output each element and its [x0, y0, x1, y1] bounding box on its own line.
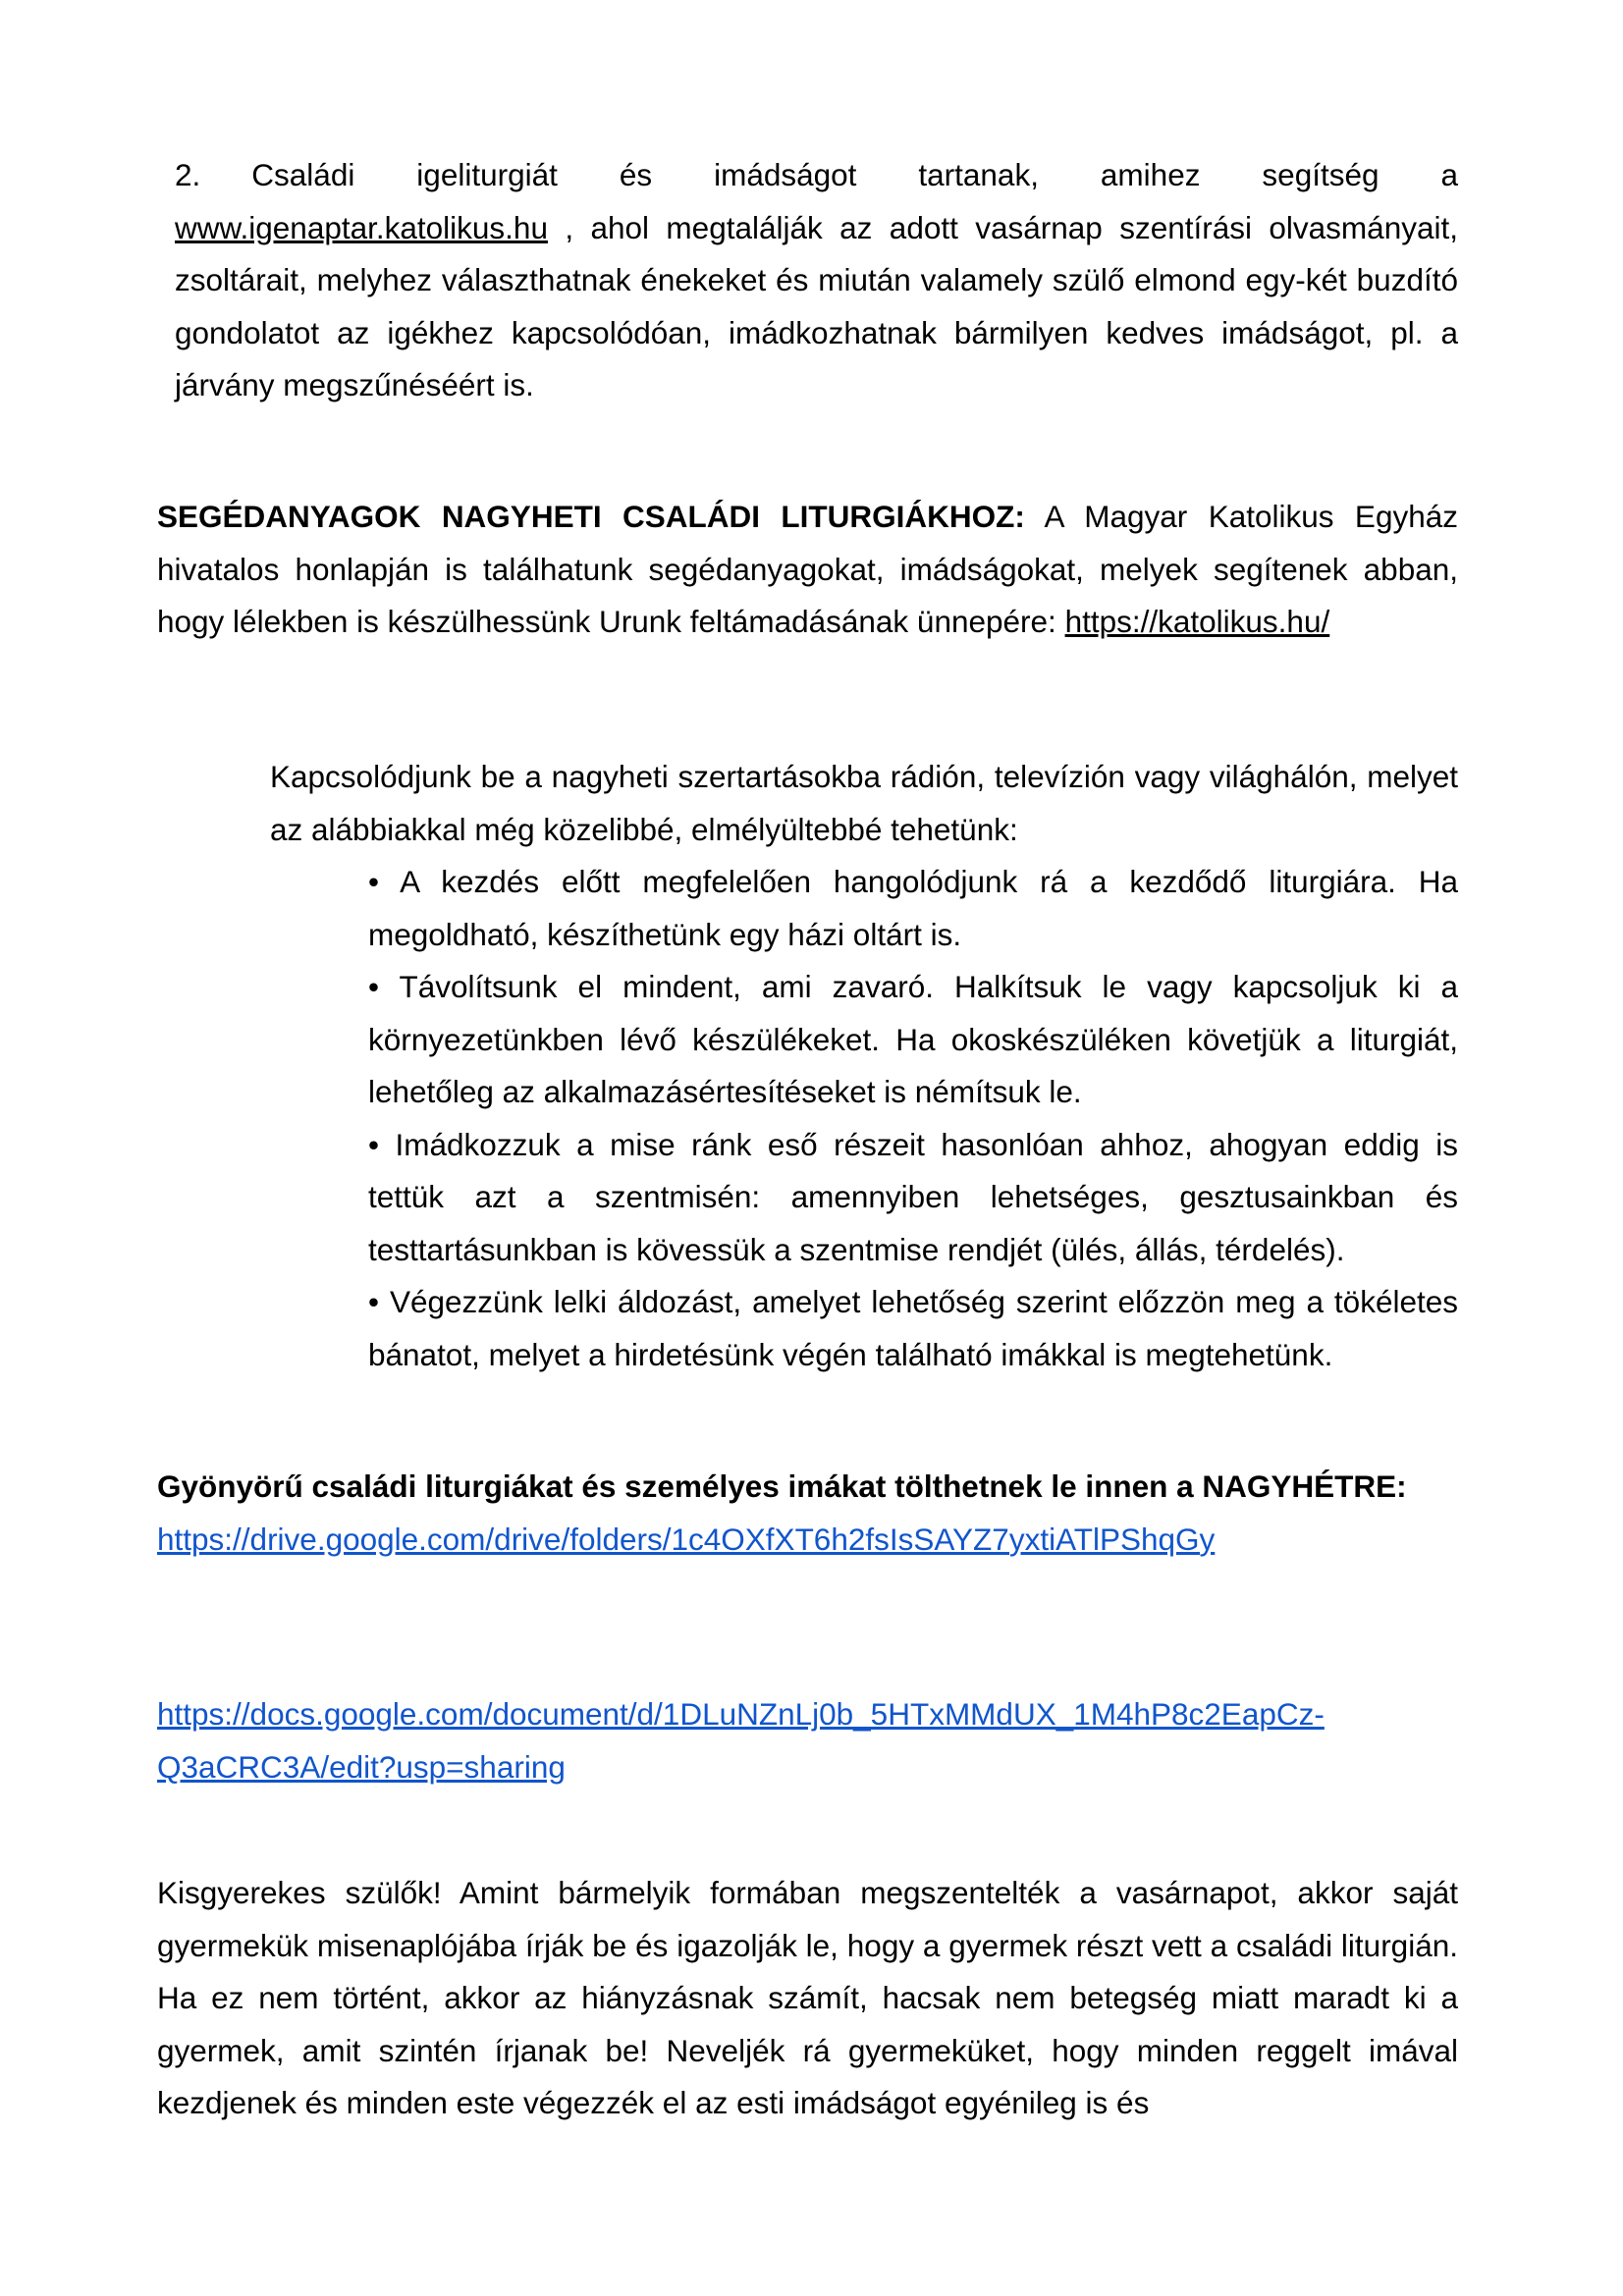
bullet-item: • Végezzünk lelki áldozást, amelyet lehetőség szerint előzzön meg a tökéletes bánatot, melyet a hirdetésünk végén található imákkal is megtehetünk.	[368, 1284, 1458, 1372]
segedanyagok-heading: SEGÉDANYAGOK NAGYHETI CSALÁDI LITURGIÁKHOZ:	[157, 499, 1025, 534]
kapcsolodjunk-paragraph: Kapcsolódjunk be a nagyheti szertartásokba rádión, televízión vagy világhálón, melyet az alábbiakkal még közelibbé, elmélyültebbé tehetünk:	[270, 759, 1458, 847]
drive-folder-link[interactable]: https://drive.google.com/drive/folders/1c4OXfXT6h2fsIsSAYZ7yxtiATlPShqGy	[157, 1521, 1216, 1557]
list-item-2	[175, 149, 1458, 412]
list-item-text-end: , ahol megtalálják az adott vasárnap szentírási olvasmányait, zsoltárait, melyhez választhatnak énekeket és miután valamely szülő elmond egy-két buzdító gondolatot az igékhez kapcsolódóan, imádkozhatnak bármilyen kedves imádságot, pl. a járvány megszűnéséért is.	[175, 209, 1458, 402]
list-item-text-start: Családi igeliturgiát és imádságot tartanak, amihez segítség a	[251, 157, 1458, 192]
list-number: 2.	[175, 157, 201, 192]
bullet-item: • Imádkozzuk a mise ránk eső részeit hasonlóan ahhoz, ahogyan eddig is tettük azt a szentmisén: amennyiben lehetséges, gesztusainkban és testtartásunkban is kövessük a szentmise rendjét (ülés, állás, térdelés).	[368, 1126, 1458, 1267]
google-docs-link[interactable]: https://docs.google.com/document/d/1DLuNZnLj0b_5HTxMMdUX_1M4hP8c2EapCz-Q3aCRC3A/edit?usp=sharing	[157, 1696, 1325, 1785]
gyonyoru-heading: Gyönyörű családi liturgiákat és személyes imákat tölthetnek le innen a NAGYHÉTRE:	[157, 1468, 1407, 1504]
kisgyerekes-paragraph: Kisgyerekes szülők! Amint bármelyik formában megszentelték a vasárnapot, akkor saját gyermekük misenaplójába írják be és igazolják le, hogy a gyermek részt vett a családi liturgián. Ha ez nem történt, akkor az hiányzásnak számít, hacsak nem betegség miatt maradt ki a gyermek, amit szintén írjanak be! Neveljék rá gyermeküket, hogy minden reggelt imával kezdjenek és minden este végezzék el az esti imádságot egyénileg is és	[157, 1875, 1458, 2120]
katolikus-link[interactable]: https://katolikus.hu/	[1064, 604, 1330, 639]
igenaptar-link[interactable]: www.igenaptar.katolikus.hu	[175, 209, 548, 245]
bullet-item: • Távolítsunk el mindent, ami zavaró. Halkítsuk le vagy kapcsoljuk ki a környezetünkben lévő készülékeket. Ha okoskészüléken követjük a liturgiát, lehetőleg az alkalmazásértesítéseket is némítsuk le.	[368, 969, 1458, 1109]
gyonyoru-paragraph	[157, 1461, 1458, 1566]
docs-link-paragraph	[157, 1688, 1458, 1793]
segedanyagok-text: A Magyar Katolikus Egyház hivatalos honlapján is találhatunk segédanyagokat, imádságokat, melyek segítenek abban, hogy lélekben is készülhessünk Urunk feltámadásának ünnepére:	[157, 499, 1458, 639]
bullet-list	[368, 856, 1458, 1381]
bullet-item: • A kezdés előtt megfelelően hangolódjunk rá a kezdődő liturgiára. Ha megoldható, készíthetünk egy házi oltárt is.	[368, 864, 1458, 952]
segedanyagok-paragraph	[157, 491, 1458, 649]
